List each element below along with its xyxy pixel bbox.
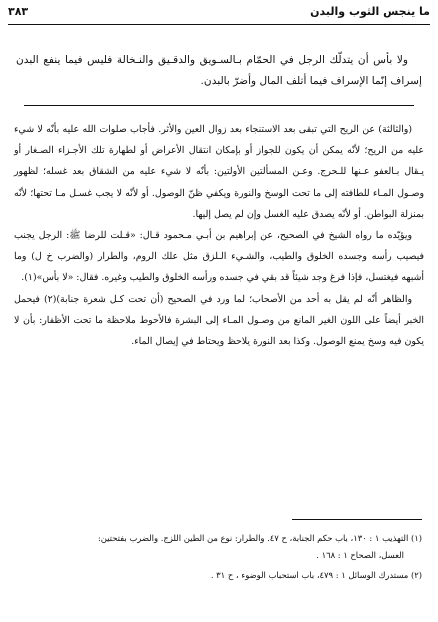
page-number: ٣٨٣: [8, 5, 29, 18]
main-paragraph: ولا بأس أن يتدلّك الرجل في الحمّام بـالسـويق والدقـيق والنـخالة فليس فيما ينفع البدن إسراف إنّما الإسراف فيما أتلف المال وأضرّ بالبدن.: [16, 54, 422, 87]
running-title: ما ينجس الثوب والبدن: [310, 5, 430, 18]
commentary-paragraph: ويؤيّده ما رواه الشيخ في الصحيح، عن إبراهيم بن أبـي مـحمود قـال: «قـلت للرضا ﷺ: الرجل يجنب فيصيب رأسه وجسده الخلوق والطيب، والشـيء الـلزق مثل علك الروم، والطرار (والضرب خ ل) وما أشبهه فيغتسل، فإذا فرغ وجد شيئاً قد بقي في جسده ورأسه الخلوق والطيب وغيره. فقال: «لا بأس»(١).: [14, 230, 424, 284]
footnote-text: (٢) مستدرك الوسائل ١ : ٤٧٩، باب استحباب الوضوء ، ح ٣١ .: [210, 570, 422, 580]
footnote-text: العسل، الصحاح ١ : ١٦٨ .: [316, 550, 404, 560]
footnote: [16, 567, 422, 584]
footnote: [16, 530, 422, 564]
footnote-rule: [292, 519, 422, 520]
header-rule: [8, 24, 430, 25]
footnote-text: (١) التهذيب ١ : ١٣٠، باب حكم الجنابة، ح ٤٧. والطرار: نوع من الطين اللزج. والضرب بفتحتين:: [97, 533, 422, 543]
footnotes: [16, 530, 422, 587]
commentary-paragraph: (والثالثة) عن الريح التي تبقى بعد الاستنجاء بعد زوال العين والأثر. فأجاب صلوات الله عليه بأنّه لا شيء عليه من الريح؛ لأنّه يمكن أن يكون للجواز أو بإمكان انتقال الأعراض أو لطهارة تلك الأجـزاء الصـغار أو يـقال بـالعفو عـنها للـحرج. وعـن المسألتين الأولتين: بأنّه لا شيء عليه من الشقاق بعد غسله؛ لظهور وصـول المـاء للطافته إلى ما تحت الوسخ والنورة ويكفي ظنّ الوصول. أو لأنّه لا يجب غسـل مـا تحتها؛ لأنّه بمنزلة البواطن. أو لأنّه يصدق عليه الغسل وإن لم يصل إليها.: [14, 124, 424, 220]
commentary-paragraph: والظاهر أنّه لم يقل به أحد من الأصحاب؛ لما ورد في الصحيح (أن تحت كـل شعرة جنابة)(٢) فيحمل الخبر أيضاً على اللون الغير المانع من وصـول المـاء إلى البشرة فالأحوط ملاحظة ما تحت الأظفار: بأن لا يكون فيه وسخ يمنع الوصول. وكذا بعد النورة يلاحظ ويحتاط في إيصال الماء.: [14, 293, 424, 348]
page-header: [8, 4, 430, 24]
main-text: [16, 50, 422, 92]
section-divider: [24, 105, 414, 106]
commentary-text: [14, 119, 424, 352]
